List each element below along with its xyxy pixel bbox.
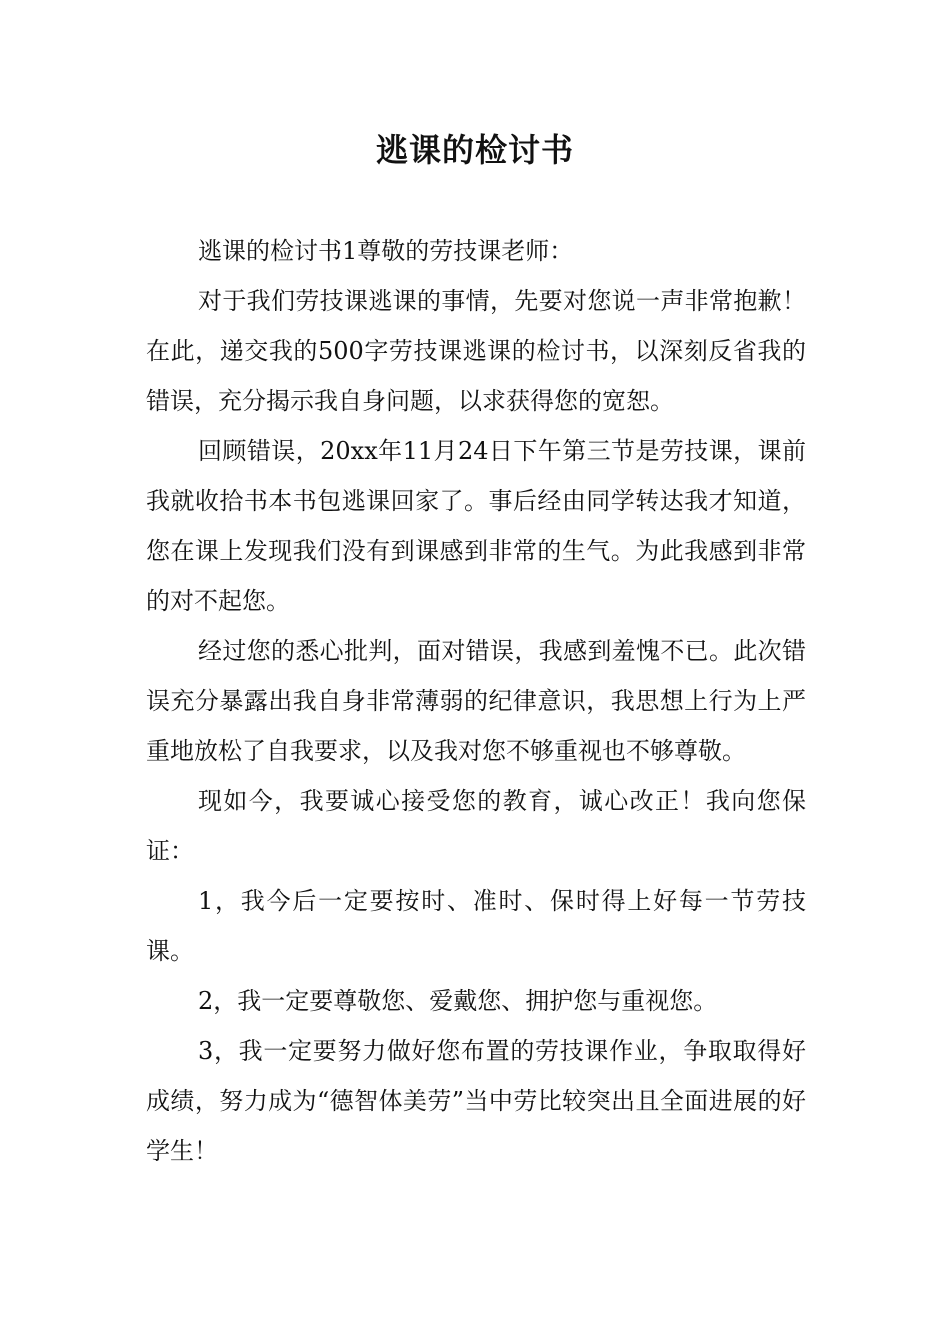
paragraph-salutation: 逃课的检讨书1尊敬的劳技课老师： [198, 237, 574, 265]
document-body [146, 226, 806, 1176]
paragraph-promise-1: 1，我今后一定要按时、准时、保时得上好每一节劳技课。 [146, 887, 806, 965]
paragraph-promise-3: 3，我一定要努力做好您布置的劳技课作业，争取取得好成绩，努力成为“德智体美劳”当中劳比较突出且全面进展的好学生！ [146, 1037, 806, 1165]
paragraph-promise-2: 2，我一定要尊敬您、爱戴您、拥护您与重视您。 [198, 987, 718, 1015]
paragraph-reflection: 经过您的悉心批判，面对错误，我感到羞愧不已。此次错误充分暴露出我自身非常薄弱的纪律意识，我思想上行为上严重地放松了自我要求，以及我对您不够重视也不够尊敬。 [146, 637, 806, 765]
paragraph-promise-intro: 现如今，我要诚心接受您的教育，诚心改正！我向您保证： [146, 787, 806, 865]
paragraph-apology: 对于我们劳技课逃课的事情，先要对您说一声非常抱歉！在此，递交我的500字劳技课逃课的检讨书，以深刻反省我的错误，充分揭示我自身问题，以求获得您的宽恕。 [146, 287, 806, 415]
document-title: 逃课的检讨书 [375, 131, 574, 169]
paragraph-review: 回顾错误，20xx年11月24日下午第三节是劳技课，课前我就收拾书本书包逃课回家了。事后经由同学转达我才知道，您在课上发现我们没有到课感到非常的生气。为此我感到非常的对不起您。 [146, 437, 806, 615]
